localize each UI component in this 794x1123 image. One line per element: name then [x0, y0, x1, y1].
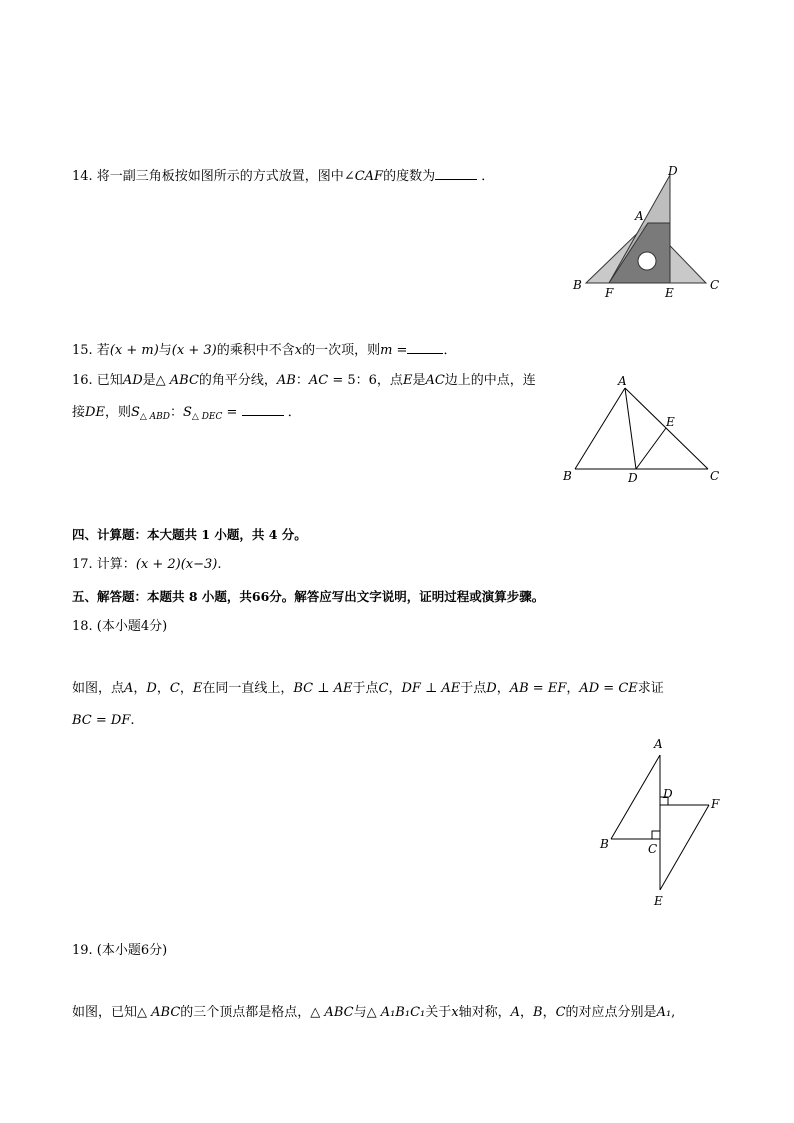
label-A: A	[635, 209, 644, 223]
answer-blank-15[interactable]	[407, 340, 443, 354]
label-D: D	[628, 471, 638, 485]
answer-blank-16[interactable]	[242, 402, 284, 416]
label-B: B	[573, 278, 582, 292]
label-B: B	[600, 837, 609, 851]
label-E: E	[654, 894, 663, 908]
q16-text-line1: 16. 已知AD是△ ABC的角平分线，AB：AC = 5：6，点E是AC边上的中点，连	[72, 373, 536, 388]
label-E: E	[666, 415, 675, 429]
angle-expr: ∠CAF	[343, 169, 384, 184]
label-D: D	[663, 787, 673, 801]
q18-figure	[595, 735, 735, 910]
label-C: C	[710, 469, 720, 483]
q18-text-line2: BC = DF.	[72, 713, 135, 728]
label-D: D	[668, 164, 678, 178]
q19-text-line1: 如图，已知△ ABC的三个顶点都是格点，△ ABC与△ A₁B₁C₁关于x轴对称，A，B，C的对应点分别是A₁,	[72, 1005, 676, 1020]
label-A: A	[654, 737, 663, 751]
q16-text-line2: 接DE，则$S_{\triangle ABD}$：$S_{\triangle DEC}$ = ．	[72, 402, 301, 426]
q17-text: 17. 计算：(x + 2)(x−3).	[72, 557, 222, 572]
ruler-hole	[638, 252, 656, 270]
answer-blank-14[interactable]	[435, 166, 477, 180]
q14-text: 14. 将一副三角板按如图所示的方式放置，图中∠CAF的度数为 ．	[72, 166, 494, 186]
q18-heading: 18. (本小题4分)	[72, 619, 168, 634]
label-A: A	[618, 374, 627, 388]
right-angle-mark-c	[652, 831, 660, 839]
label-C: C	[648, 842, 658, 856]
label-E: E	[665, 286, 674, 300]
q15-text: 15. 若(x + m)与(x + 3)的乘积中不含x的一次项，则m = ．	[72, 340, 456, 360]
section-5-heading: 五、解答题：本题共 8 小题，共66分。解答应写出文字说明，证明过程或演算步骤。	[72, 589, 545, 604]
q19-heading: 19. (本小题6分)	[72, 943, 168, 958]
q18-text-line1: 如图，点A，D，C，E在同一直线上，BC ⊥ AE于点C，DF ⊥ AE于点D，AB = EF，AD = CE求证	[72, 681, 664, 696]
section-4-heading: 四、计算题：本大题共 1 小题，共 4 分。	[72, 527, 307, 542]
q16-figure	[560, 372, 730, 492]
label-C: C	[710, 278, 720, 292]
label-F: F	[605, 286, 614, 300]
label-F: F	[711, 797, 720, 811]
label-B: B	[563, 469, 572, 483]
q14-figure	[570, 160, 730, 300]
